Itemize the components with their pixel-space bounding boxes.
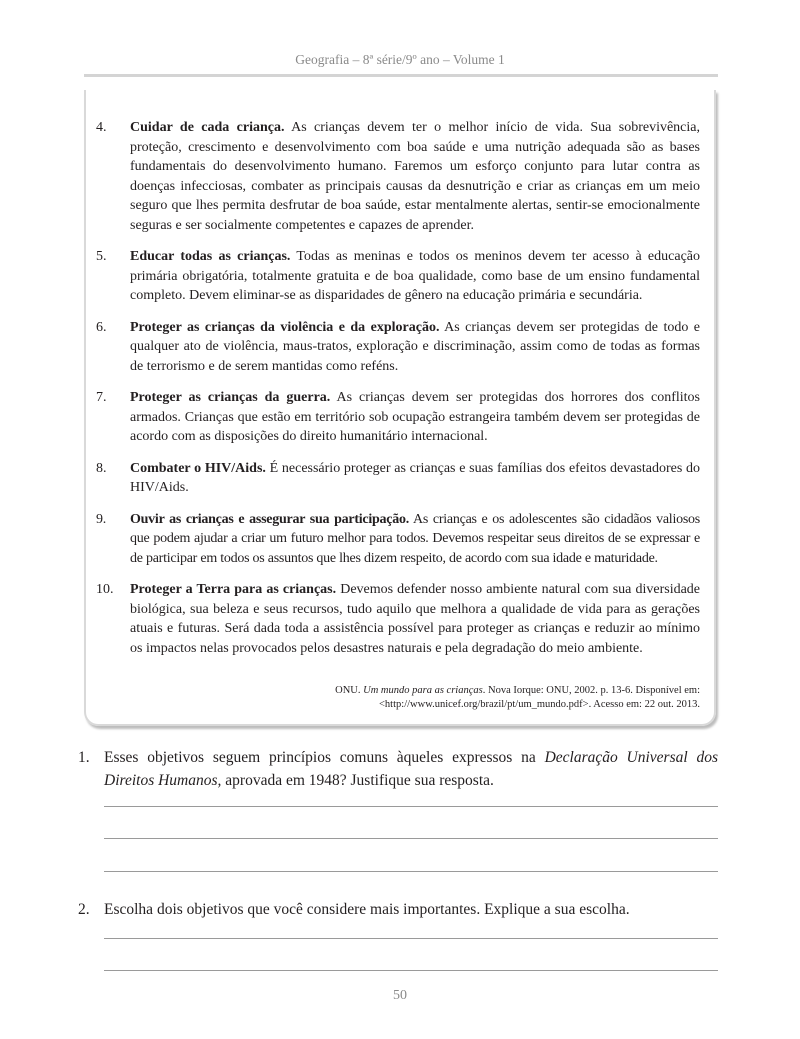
answer-line[interactable] xyxy=(104,838,718,839)
objective-number: 5. xyxy=(96,249,107,264)
objective-number: 6. xyxy=(96,319,107,335)
answer-line[interactable] xyxy=(104,871,718,872)
page-number: 50 xyxy=(393,988,407,1003)
objective-title: Proteger as crianças da violência e da exploração. xyxy=(130,319,440,335)
answer-line[interactable] xyxy=(104,970,718,971)
objective-item xyxy=(96,459,700,498)
answer-line[interactable] xyxy=(104,806,718,807)
header-rule xyxy=(84,74,718,77)
objective-text: As crianças e os adolescentes são cidadãos valiosos que podem ajudar a criar um futuro melhor para todos. Devemos respeitar seus direitos de se expressar e de participar em todos os assuntos que lhes dizem respeito, de acordo com sua idade e maturidade. xyxy=(130,511,700,566)
objective-text: As crianças devem ser protegidas de todo e qualquer ato de violência, maus-tratos, exploração e discriminação, assim como de todas as formas de terrorismo e de serem mantidas como reféns. xyxy=(130,319,701,374)
citation-title: Um mundo para as crianças xyxy=(363,685,483,696)
question-2 xyxy=(78,898,718,921)
objective-title: Proteger as crianças da guerra. xyxy=(130,390,331,405)
objective-text: As crianças devem ter o melhor início de vida. Sua sobrevivência, proteção, crescimento e desenvolvimento com boa saúde e uma nutrição adequada são as bases fundamentais do desenvolvimento humano. Faremos um esforço conjunto para lutar contra as doenças infecciosas, combater as principais causas da desnutrição e criar as crianças em um meio seguro que lhes permita desfrutar de boa saúde, estar mentalmente alertas, sentir-se emocionalmente seguras e ser socialmente competentes e capazes de aprender. xyxy=(130,120,700,233)
objective-number: 8. xyxy=(96,460,107,476)
objective-item xyxy=(96,318,700,377)
objective-number: 7. xyxy=(96,390,107,405)
running-header: Geografia – 8ª série/9º ano – Volume 1 xyxy=(295,52,505,67)
objectives-list xyxy=(96,118,700,670)
question-text: Escolha dois objetivos que você considere mais importantes. Explique a sua escolha. xyxy=(104,901,630,918)
objective-number: 4. xyxy=(96,120,107,135)
objective-item xyxy=(96,247,700,306)
answer-line[interactable] xyxy=(104,938,718,939)
citation-url: <http://www.unicef.org/brazil/pt/um_mundo.pdf>. Acesso em: 22 out. 2013. xyxy=(379,699,700,710)
objective-item xyxy=(96,388,700,447)
objective-text: É necessário proteger as crianças e suas famílias dos efeitos devastadores do HIV/Aids. xyxy=(130,460,700,495)
objective-title: Ouvir as crianças e assegurar sua participação. xyxy=(130,511,409,527)
objective-text: Todas as meninas e todos os meninos devem ter acesso à educação primária obrigatória, totalmente gratuita e de boa qualidade, como base de um ensino fundamental completo. Devem eliminar-se as disparidades de gênero na educação primária e secundária. xyxy=(130,249,700,303)
objective-item xyxy=(96,510,700,569)
objective-text: As crianças devem ser protegidas dos horrores dos conflitos armados. Crianças que estão em território sob ocupação estrangeira também devem ser protegidas de acordo com as disposições do direito humanitário internacional. xyxy=(130,390,700,444)
question-text: Esses objetivos seguem princípios comuns àqueles expressos na xyxy=(104,749,545,766)
question-1 xyxy=(78,746,718,792)
question-number: 2. xyxy=(78,901,90,918)
objective-number: 10. xyxy=(96,582,114,597)
objective-text: Devemos defender nosso ambiente natural com sua diversidade biológica, sua beleza e seus recursos, tudo aquilo que melhora a qualidade de vida para as gerações atuais e futuras. Será dada toda a assistência possível para proteger as crianças e reduzir ao mínimo os impactos nelas provocados pelos desastres naturais e pela degradação do meio ambiente. xyxy=(130,582,701,656)
source-citation xyxy=(260,684,700,712)
objective-title: Combater o HIV/Aids. xyxy=(130,460,266,476)
question-number: 1. xyxy=(78,749,90,766)
objective-title: Cuidar de cada criança. xyxy=(130,120,285,135)
objective-number: 9. xyxy=(96,511,106,527)
objective-title: Proteger a Terra para as crianças. xyxy=(130,582,337,597)
objective-item xyxy=(96,118,700,235)
citation-author: ONU. xyxy=(335,685,364,696)
objective-title: Educar todas as crianças. xyxy=(130,249,291,264)
question-italic-title: Declaração Universal dos Direitos Humanos, xyxy=(104,749,718,789)
question-text-end: aprovada em 1948? Justifique sua resposta. xyxy=(221,772,494,789)
objective-item xyxy=(96,580,700,658)
citation-details: . Nova Iorque: ONU, 2002. p. 13-6. Disponível em: xyxy=(482,685,700,696)
